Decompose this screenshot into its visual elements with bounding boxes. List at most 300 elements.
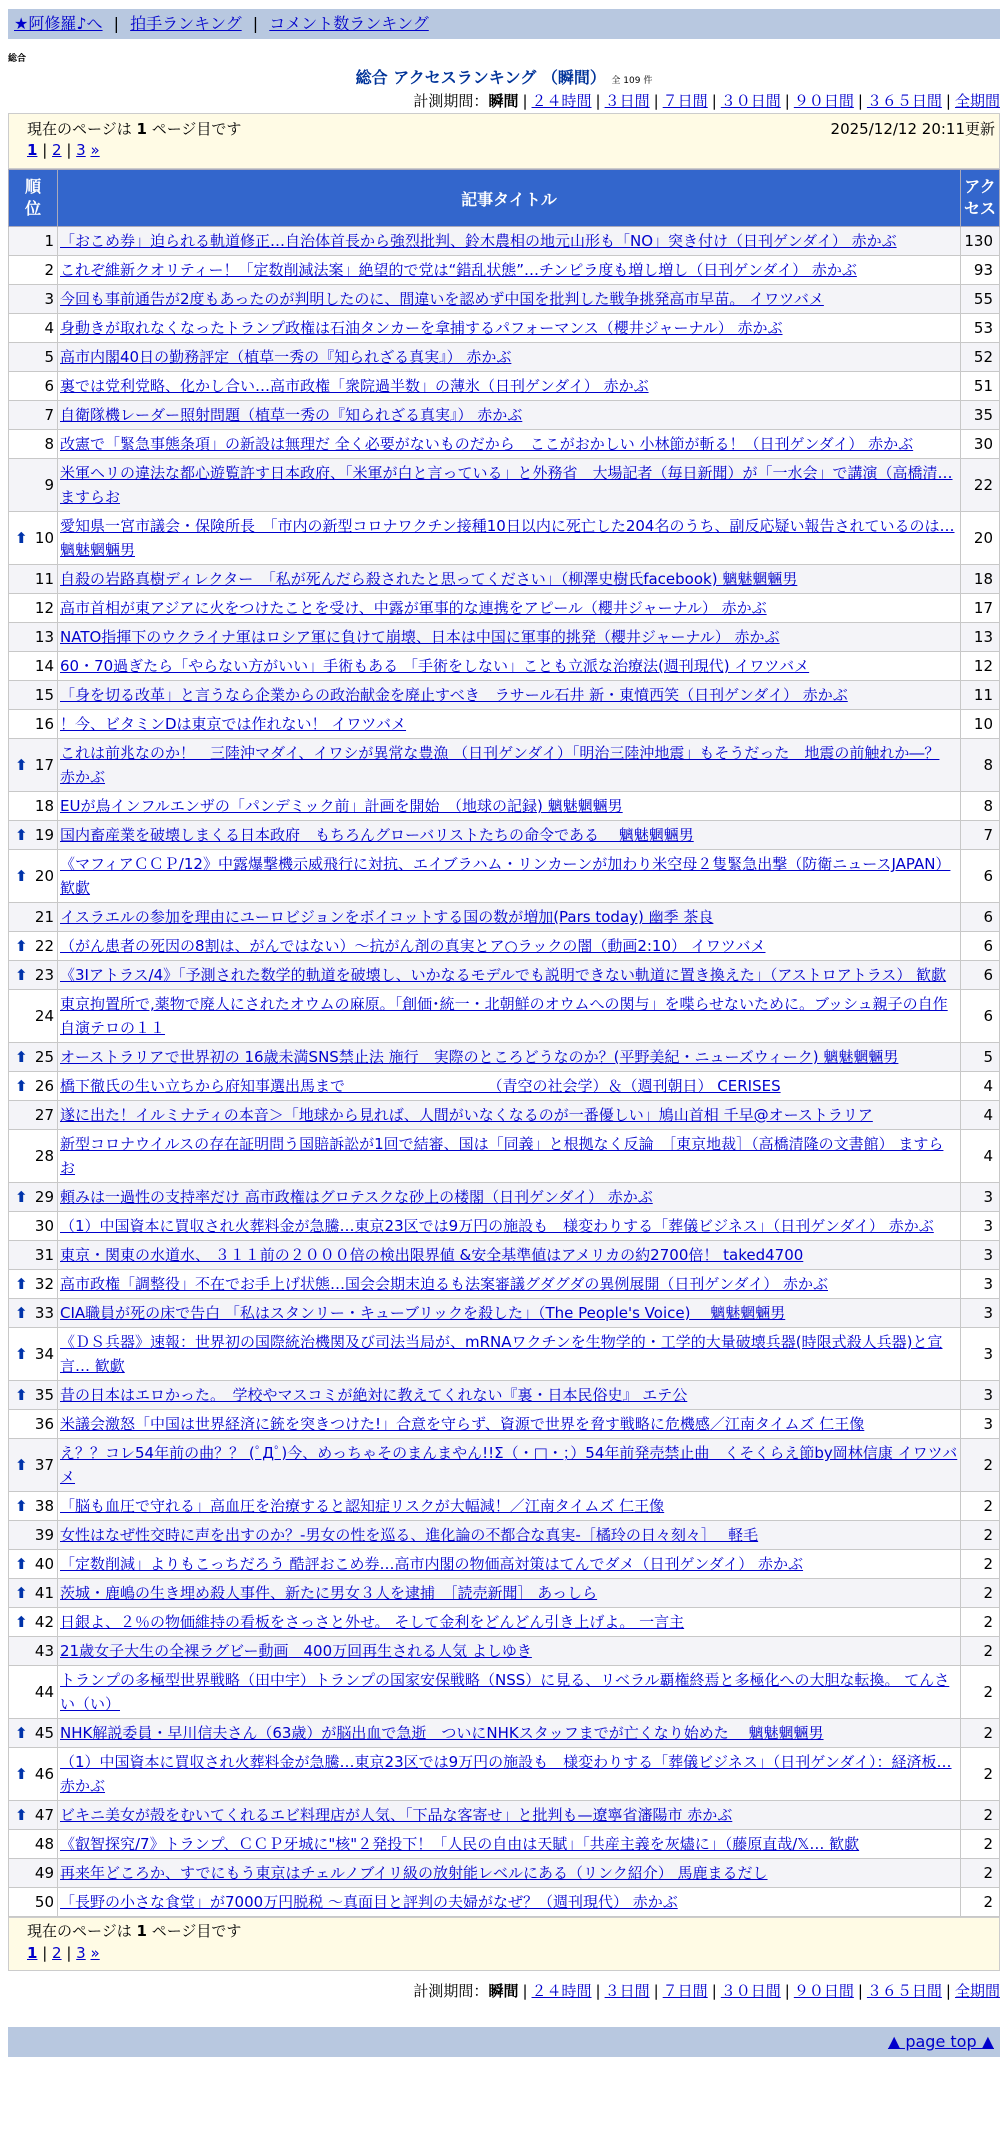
up-arrow-icon: ⬆	[15, 867, 28, 885]
period-separator: |	[857, 1982, 863, 2000]
article-link[interactable]: 高市首相が東アジアに火をつけたことを受け、中露が軍事的な連携をアピール（櫻井ジャーナル） 赤かぶ	[60, 599, 767, 617]
rank-cell	[9, 1241, 58, 1270]
rank-number: 7	[44, 406, 54, 424]
access-count: 17	[961, 594, 1000, 623]
period-link-2[interactable]: ７日間	[662, 1982, 708, 2000]
access-count: 11	[961, 681, 1000, 710]
rank-cell	[9, 652, 58, 681]
ranking-title: 総合 アクセスランキング （瞬間）	[355, 68, 606, 87]
up-arrow-icon: ⬆	[15, 1497, 28, 1515]
page-link-»[interactable]: »	[90, 141, 100, 159]
table-row	[9, 990, 1000, 1043]
access-count: 5	[961, 1043, 1000, 1072]
title-cell	[58, 512, 961, 565]
rank-cell	[9, 1521, 58, 1550]
table-row	[9, 1043, 1000, 1072]
rank-cell	[9, 1101, 58, 1130]
pagination-bottom	[27, 1942, 981, 1964]
rank-cell	[9, 1270, 58, 1299]
rank-number: 15	[34, 686, 54, 704]
title-cell	[58, 565, 961, 594]
article-link[interactable]: 《マフィアＣＣＰ/12》中露爆撃機示威飛行に対抗、エイブラハム・リンカーンが加わり米空母２隻緊急出撃（防衛ニュースJAPAN） 歓歔	[60, 855, 951, 897]
table-row	[9, 1521, 1000, 1550]
article-link[interactable]: 米議会激怒「中国は世界経済に銃を突きつけた!」合意を守らず、資源で世界を脅す戦略に危機感／江南タイムズ 仁王像	[60, 1415, 865, 1433]
access-count: 3	[961, 1241, 1000, 1270]
rank-number: 45	[34, 1724, 54, 1742]
table-row	[9, 430, 1000, 459]
page-link-1[interactable]: 1	[27, 141, 38, 159]
period-separator: |	[784, 1982, 790, 2000]
title-cell	[58, 1719, 961, 1748]
access-count: 4	[961, 1130, 1000, 1183]
table-row	[9, 1748, 1000, 1801]
article-link[interactable]: これぞ維新クオリティー！「定数削減法案」絶望的で党は“錯乱状態”…チンピラ度も増し増し（日刊ゲンダイ） 赤かぶ	[60, 261, 857, 279]
page-info-pre: 現在のページは	[27, 120, 132, 138]
rank-number: 42	[34, 1613, 54, 1631]
rank-cell	[9, 1299, 58, 1328]
rank-number: 19	[34, 826, 54, 844]
table-row	[9, 1439, 1000, 1492]
rank-cell	[9, 1183, 58, 1212]
up-arrow-icon: ⬆	[15, 1724, 28, 1742]
rank-cell	[9, 792, 58, 821]
page-link-3[interactable]: 3	[76, 1944, 86, 1962]
rank-cell	[9, 1439, 58, 1492]
period-separator: |	[711, 92, 717, 110]
title-cell	[58, 1410, 961, 1439]
article-link[interactable]: 《3Iアトラス/4》「予測された数学的軌道を破壊し、いかなるモデルでも説明できない軌道に置き換えた」（アストロアトラス） 歓歔	[60, 966, 947, 984]
table-row	[9, 314, 1000, 343]
article-link[interactable]: 日銀よ、２％の物価維持の看板をさっさと外せ。 そして金利をどんどん引き上げよ。 一言主	[60, 1613, 685, 1631]
article-link[interactable]: 自殺の岩路真樹ディレクター 「私が死んだら殺されたと思ってください」（柳澤史樹氏facebook) 魑魅魍魎男	[60, 570, 798, 588]
article-link[interactable]: 今回も事前通告が2度もあったのが判明したのに、間違いを認めず中国を批判した戦争挑発高市早苗。 イワツバメ	[60, 290, 824, 308]
rank-number: 36	[34, 1415, 54, 1433]
rank-number: 49	[34, 1864, 54, 1882]
title-cell	[58, 1101, 961, 1130]
up-arrow-icon: ⬆	[15, 1584, 28, 1602]
title-cell	[58, 227, 961, 256]
rank-cell	[9, 681, 58, 710]
page-link-»[interactable]: »	[90, 1944, 100, 1962]
period-separator: |	[595, 1982, 601, 2000]
rank-cell	[9, 285, 58, 314]
table-row	[9, 594, 1000, 623]
period-link-1[interactable]: ３日間	[604, 92, 650, 110]
title-cell	[58, 430, 961, 459]
article-link[interactable]: 自衛隊機レーダー照射問題（植草一秀の『知られざる真実』） 赤かぶ	[60, 406, 523, 424]
article-link[interactable]: 「定数削減」よりもこっちだろう 酷評おこめ券…高市内閣の物価高対策はてんでダメ（日刊ゲンダイ） 赤かぶ	[60, 1555, 804, 1573]
period-link-0[interactable]: ２４時間	[531, 1982, 592, 2000]
rank-number: 27	[34, 1106, 54, 1124]
rank-cell	[9, 961, 58, 990]
table-row	[9, 285, 1000, 314]
access-count: 7	[961, 821, 1000, 850]
period-separator: |	[711, 1982, 717, 2000]
table-row	[9, 652, 1000, 681]
up-arrow-icon: ⬆	[15, 966, 28, 984]
access-count: 2	[961, 1666, 1000, 1719]
title-cell	[58, 1830, 961, 1859]
table-row	[9, 512, 1000, 565]
title-cell	[58, 314, 961, 343]
title-cell	[58, 1666, 961, 1719]
access-count: 2	[961, 1859, 1000, 1888]
rank-cell	[9, 1608, 58, 1637]
article-link[interactable]: 「長野の小さな食堂」が7000万円脱税 〜真面目と評判の夫婦がなぜ？（週刊現代） 赤かぶ	[60, 1893, 678, 1911]
title-cell	[58, 1072, 961, 1101]
article-link[interactable]: イスラエルの参加を理由にユーロビジョンをボイコットする国の数が増加(Pars today) 幽季 茶良	[60, 908, 714, 926]
article-link[interactable]: 高市内閣40日の勤務評定（植草一秀の『知られざる真実』） 赤かぶ	[60, 348, 512, 366]
table-row	[9, 459, 1000, 512]
title-cell	[58, 343, 961, 372]
article-link[interactable]: 茨城・鹿嶋の生き埋め殺人事件、新たに男女３人を逮捕 ［読売新聞］ あっしら	[60, 1584, 598, 1602]
title-cell	[58, 1637, 961, 1666]
title-cell	[58, 792, 961, 821]
updated-timestamp: 2025/12/12 20:11更新	[830, 120, 995, 138]
period-current: 瞬間	[488, 1982, 519, 2000]
table-row	[9, 1719, 1000, 1748]
rank-cell	[9, 1410, 58, 1439]
article-link[interactable]: （1）中国資本に買収され火葬料金が急騰…東京23区では9万円の施設も 様変わりする「葬儀ビジネス」（日刊ゲンダイ） 赤かぶ	[60, 1217, 934, 1235]
table-row	[9, 1410, 1000, 1439]
period-selector-top	[0, 89, 1008, 113]
article-link[interactable]: 女性はなぜ性交時に声を出すのか？-男女の性を巡る、進化論の不都合な真実-［橘玲の日々刻々］ 軽毛	[60, 1526, 759, 1544]
rank-cell	[9, 1212, 58, 1241]
page-info-num: 1	[136, 120, 147, 138]
title-cell	[58, 256, 961, 285]
article-link[interactable]: 身動きが取れなくなったトランプ政権は石油タンカーを拿捕するパフォーマンス（櫻井ジャーナル） 赤かぶ	[60, 319, 783, 337]
pagination-top	[27, 141, 981, 159]
table-row	[9, 1101, 1000, 1130]
rank-number: 1	[44, 232, 54, 250]
up-arrow-icon: ⬆	[15, 1077, 28, 1095]
table-row	[9, 1241, 1000, 1270]
title-cell	[58, 1270, 961, 1299]
access-count: 2	[961, 1888, 1000, 1917]
up-arrow-icon: ⬆	[15, 1555, 28, 1573]
table-row	[9, 710, 1000, 739]
title-cell	[58, 652, 961, 681]
rank-number: 4	[44, 319, 54, 337]
article-link[interactable]: NHK解説委員・早川信夫さん（63歳）が脳出血で急逝 ついにNHKスタッフまでが亡くなり始めた 魑魅魍魎男	[60, 1724, 824, 1742]
access-count: 3	[961, 1328, 1000, 1381]
access-count: 18	[961, 565, 1000, 594]
article-link[interactable]: NATO指揮下のウクライナ軍はロシア軍に負けて崩壊、日本は中国に軍事的挑発（櫻井ジャーナル） 赤かぶ	[60, 628, 780, 646]
page-link-3[interactable]: 3	[76, 141, 86, 159]
table-row	[9, 1579, 1000, 1608]
rank-cell	[9, 1381, 58, 1410]
period-current: 瞬間	[488, 92, 519, 110]
rank-number: 48	[34, 1835, 54, 1853]
title-cell	[58, 623, 961, 652]
page-link-1[interactable]: 1	[27, 1944, 38, 1962]
page-separator: |	[37, 1944, 53, 1962]
rank-number: 20	[34, 867, 54, 885]
rank-number: 38	[34, 1497, 54, 1515]
article-link[interactable]: 米軍ヘリの違法な都心遊覧許す日本政府、「米軍が白と言っている」と外務省 大場記者（毎日新聞）が「一水会」で講演（高橋清… ますらお	[60, 464, 953, 506]
article-link[interactable]: これは前兆なのか！ 三陸沖マダイ、イワシが異常な豊漁 （日刊ゲンダイ）「明治三陸沖地震」もそうだった 地震の前触れか―？ 赤かぶ	[60, 744, 940, 786]
article-link[interactable]: ！今、ビタミンDは東京では作れない！ イワツバメ	[60, 715, 407, 733]
rank-number: 44	[34, 1683, 54, 1701]
title-cell	[58, 1241, 961, 1270]
article-link[interactable]: 遂に出た！イルミナティの本音＞「地球から見れば、人間がいなくなるのが一番優しい」鳩山首相 千早@オーストラリア	[60, 1106, 873, 1124]
access-count: 2	[961, 1521, 1000, 1550]
rank-number: 40	[34, 1555, 54, 1573]
table-row	[9, 932, 1000, 961]
rank-cell	[9, 1888, 58, 1917]
table-row	[9, 1183, 1000, 1212]
period-selector-bottom	[0, 1979, 1008, 2003]
title-cell	[58, 1439, 961, 1492]
article-link[interactable]: 《叡智探究/7》トランプ、ＣＣＰ牙城に"核"２発投下！「人民の自由は天賦」「共産主義を灰燼に」（藤原直哉/𝕏… 歓歔	[60, 1835, 860, 1853]
rank-number: 29	[34, 1188, 54, 1206]
period-link-6[interactable]: 全期間	[954, 92, 1000, 110]
rank-cell	[9, 372, 58, 401]
rank-number: 12	[34, 599, 54, 617]
table-row	[9, 227, 1000, 256]
rank-number: 41	[34, 1584, 54, 1602]
ranking-table	[8, 169, 1000, 1917]
rank-cell	[9, 990, 58, 1043]
page-separator: |	[61, 1944, 77, 1962]
rank-cell	[9, 1043, 58, 1072]
bottom-bar	[8, 2027, 1000, 2057]
table-row	[9, 1830, 1000, 1859]
rank-number: 22	[34, 937, 54, 955]
article-link[interactable]: 昔の日本はエロかった。 学校やマスコミが絶対に教えてくれない『裏・日本民俗史』 エテ公	[60, 1386, 688, 1404]
access-count: 55	[961, 285, 1000, 314]
rank-cell	[9, 1859, 58, 1888]
title-cell	[58, 1328, 961, 1381]
clap-ranking-link[interactable]: 拍手ランキング	[130, 14, 242, 33]
access-count: 2	[961, 1719, 1000, 1748]
item-count: 全 109 件	[611, 76, 653, 86]
access-count: 8	[961, 739, 1000, 792]
rank-cell	[9, 594, 58, 623]
article-link[interactable]: ビキニ美女が殻をむいてくれるエビ料理店が人気、「下品な客寄せ」と批判も—遼寧省瀋陽市 赤かぶ	[60, 1806, 733, 1824]
article-link[interactable]: 東京・関東の水道水、 ３１１前の２０００倍の検出限界値 &安全基準値はアメリカの約2700倍！ taked4700	[60, 1246, 804, 1264]
period-separator: |	[945, 1982, 951, 2000]
period-link-0[interactable]: ２４時間	[531, 92, 592, 110]
period-link-3[interactable]: ３０日間	[720, 92, 781, 110]
access-count: 10	[961, 710, 1000, 739]
up-arrow-icon: ⬆	[15, 529, 28, 547]
access-count: 2	[961, 1637, 1000, 1666]
table-row	[9, 1072, 1000, 1101]
article-link[interactable]: （1）中国資本に買収され火葬料金が急騰…東京23区では9万円の施設も 様変わりする「葬儀ビジネス」（日刊ゲンダイ）：経済板… 赤かぶ	[60, 1753, 952, 1795]
article-link[interactable]: オーストラリアで世界初の 16歳未満SNS禁止法 施行 実際のところどうなのか？(平野美紀・ニューズウィーク) 魑魅魍魎男	[60, 1048, 899, 1066]
article-link[interactable]: （がん患者の死因の8割は、がんではない）～抗がん剤の真実とア○ラックの闇（動画2:10） イワツバメ	[60, 937, 766, 955]
table-row	[9, 681, 1000, 710]
page-top-link[interactable]: ▲ page top ▲	[887, 2032, 994, 2051]
title-cell	[58, 1801, 961, 1830]
title-cell	[58, 990, 961, 1043]
article-link[interactable]: 東京拘置所で,薬物で廃人にされたオウムの麻原。「創価･統一・北朝鮮のオウムへの関与」を喋らせないために。ブッシュ親子の自作自演テロの１１	[60, 995, 948, 1037]
rank-cell	[9, 227, 58, 256]
title-cell	[58, 932, 961, 961]
article-link[interactable]: 裏では党利党略、化かし合い…高市政権「衆院過半数」の薄氷（日刊ゲンダイ） 赤かぶ	[60, 377, 649, 395]
period-link-3[interactable]: ３０日間	[720, 1982, 781, 2000]
table-row	[9, 961, 1000, 990]
header-access: アク セス	[961, 170, 1000, 227]
article-link[interactable]: 新型コロナウイルスの存在証明問う国賠訴訟が1回で結審、国は「同義」と根拠なく反論 ［東京地裁］（高橋清隆の文書館） ますらお	[60, 1135, 944, 1177]
rank-number: 5	[44, 348, 54, 366]
table-row	[9, 1608, 1000, 1637]
page-separator: |	[61, 141, 77, 159]
period-separator: |	[784, 92, 790, 110]
article-link[interactable]: 21歳女子大生の全裸ラグビー動画 400万回再生される人気 よしゆき	[60, 1642, 532, 1660]
table-row	[9, 903, 1000, 932]
rank-cell	[9, 821, 58, 850]
title-cell	[58, 821, 961, 850]
rank-number: 23	[34, 966, 54, 984]
title-cell	[58, 285, 961, 314]
article-link[interactable]: 「脳も血圧で守れる」高血圧を治療すると認知症リスクが大幅減！／江南タイムズ 仁王像	[60, 1497, 665, 1515]
access-count: 93	[961, 256, 1000, 285]
title-cell	[58, 850, 961, 903]
article-link[interactable]: 《ＤＳ兵器》速報：世界初の国際統治機関及び司法当局が、mRNAワクチンを生物学的・工学的大量破壊兵器(時限式殺人兵器)と宣言… 歓歔	[60, 1333, 943, 1375]
rank-number: 9	[44, 476, 54, 494]
table-row	[9, 739, 1000, 792]
title-cell	[58, 1521, 961, 1550]
rank-cell	[9, 1666, 58, 1719]
access-count: 2	[961, 1579, 1000, 1608]
article-link[interactable]: 再来年どころか、すでにもう東京はチェルノブイリ級の放射能レベルにある（リンク紹介） 馬鹿まるだし	[60, 1864, 768, 1882]
rank-number: 26	[34, 1077, 54, 1095]
up-arrow-icon: ⬆	[15, 1345, 28, 1363]
article-link[interactable]: 橋下徹氏の生い立ちから府知事選出馬まで （青空の社会学）＆（週刊朝日） CERISES	[60, 1077, 781, 1095]
rank-cell	[9, 739, 58, 792]
rank-cell	[9, 459, 58, 512]
article-link[interactable]: 頼みは一過性の支持率だけ 高市政権はグロテスクな砂上の楼閣（日刊ゲンダイ） 赤かぶ	[60, 1188, 653, 1206]
page-info-bottom	[8, 1917, 1000, 1971]
table-row	[9, 1888, 1000, 1917]
rank-cell	[9, 1637, 58, 1666]
page-link-2[interactable]: 2	[52, 141, 62, 159]
up-arrow-icon: ⬆	[15, 1275, 28, 1293]
rank-cell	[9, 256, 58, 285]
article-link[interactable]: 高市政権「調整役」不在でお手上げ状態…国会会期末迫るも法案審議グダグダの異例展開（日刊ゲンダイ） 赤かぶ	[60, 1275, 828, 1293]
home-link[interactable]: ★阿修羅♪へ	[14, 14, 103, 33]
rank-cell	[9, 1830, 58, 1859]
table-row	[9, 1299, 1000, 1328]
rank-cell	[9, 903, 58, 932]
access-count: 3	[961, 1381, 1000, 1410]
title-cell	[58, 1212, 961, 1241]
nav-separator: |	[252, 14, 259, 33]
title-cell	[58, 1043, 961, 1072]
up-arrow-icon: ⬆	[15, 1048, 28, 1066]
access-count: 3	[961, 1212, 1000, 1241]
up-arrow-icon: ⬆	[15, 1806, 28, 1824]
page-info-top	[8, 113, 1000, 169]
article-link[interactable]: え？？コレ54年前の曲？？ (ﾟДﾟ)今、めっちゃそのまんまやん!!Σ（・□・；）54年前発売禁止曲 くそくらえ節by岡林信康 イワツバメ	[60, 1444, 958, 1486]
access-count: 20	[961, 512, 1000, 565]
title-cell	[58, 1579, 961, 1608]
title-cell	[58, 1608, 961, 1637]
title-cell	[58, 681, 961, 710]
rank-number: 8	[44, 435, 54, 453]
access-count: 3	[961, 1183, 1000, 1212]
rank-number: 43	[34, 1642, 54, 1660]
rank-cell	[9, 1550, 58, 1579]
access-count: 22	[961, 459, 1000, 512]
period-link-5[interactable]: ３６５日間	[866, 92, 942, 110]
title-cell	[58, 1299, 961, 1328]
access-count: 3	[961, 1299, 1000, 1328]
period-link-4[interactable]: ９０日間	[793, 1982, 854, 2000]
access-count: 6	[961, 903, 1000, 932]
article-link[interactable]: CIA職員が死の床で告白 「私はスタンリー・キューブリックを殺した」（The People's Voice) 魑魅魍魎男	[60, 1304, 786, 1322]
rank-cell	[9, 1579, 58, 1608]
rank-cell	[9, 565, 58, 594]
up-arrow-icon: ⬆	[15, 756, 28, 774]
up-arrow-icon: ⬆	[15, 1304, 28, 1322]
rank-number: 50	[34, 1893, 54, 1911]
page-link-2[interactable]: 2	[52, 1944, 62, 1962]
period-separator: |	[857, 92, 863, 110]
period-link-5[interactable]: ３６５日間	[866, 1982, 942, 2000]
access-count: 2	[961, 1439, 1000, 1492]
article-link[interactable]: 60・70過ぎたら「やらない方がいい」手術もある 「手術をしない」ことも立派な治療法(週刊現代) イワツバメ	[60, 657, 810, 675]
table-row	[9, 343, 1000, 372]
period-separator: |	[595, 92, 601, 110]
article-link[interactable]: トランプの多極型世界戦略（田中宇）トランプの国家安保戦略（NSS）に見る、リベラル覇権終焉と多極化への大胆な転換。 てんさい（い）	[60, 1671, 950, 1713]
header-rank: 順 位	[9, 170, 58, 227]
title-cell	[58, 903, 961, 932]
title-cell	[58, 961, 961, 990]
article-link[interactable]: EUが鳥インフルエンザの「パンデミック前」計画を開始 （地球の記録) 魑魅魍魎男	[60, 797, 623, 815]
access-count: 4	[961, 1101, 1000, 1130]
nav-separator: |	[113, 14, 120, 33]
table-row	[9, 792, 1000, 821]
comment-ranking-link[interactable]: コメント数ランキング	[269, 14, 429, 33]
title-cell	[58, 1130, 961, 1183]
access-count: 6	[961, 990, 1000, 1043]
access-count: 6	[961, 850, 1000, 903]
access-count: 2	[961, 1608, 1000, 1637]
access-count: 4	[961, 1072, 1000, 1101]
table-row	[9, 1492, 1000, 1521]
article-link[interactable]: 「おこめ券」迫られる軌道修正…自治体首長から強烈批判、鈴木農相の地元山形も「NO」突き付け（日刊ゲンダイ） 赤かぶ	[60, 232, 897, 250]
period-separator: |	[945, 92, 951, 110]
table-row	[9, 401, 1000, 430]
rank-cell	[9, 623, 58, 652]
article-link[interactable]: 「身を切る改革」と言うなら企業からの政治献金を廃止すべき ラサール石井 新・東憤西笑（日刊ゲンダイ） 赤かぶ	[60, 686, 848, 704]
article-link[interactable]: 愛知県一宮市議会・保険所長 「市内の新型コロナワクチン接種10日以内に死亡した204名のうち、副反応疑い報告されているのは… 魑魅魍魎男	[60, 517, 955, 559]
table-row	[9, 372, 1000, 401]
period-link-2[interactable]: ７日間	[662, 92, 708, 110]
period-link-6[interactable]: 全期間	[954, 1982, 1000, 2000]
rank-cell	[9, 1072, 58, 1101]
rank-number: 14	[34, 657, 54, 675]
rank-number: 17	[34, 756, 54, 774]
table-row	[9, 1130, 1000, 1183]
table-row	[9, 1666, 1000, 1719]
article-link[interactable]: 国内畜産業を破壊しまくる日本政府 もちろんグローバリストたちの命令である 魑魅魍魎男	[60, 826, 694, 844]
title-cell	[58, 1859, 961, 1888]
article-link[interactable]: 改憲で「緊急事態条項」の新設は無理だ 全く必要がないものだから ここがおかしい 小林節が斬る！（日刊ゲンダイ） 赤かぶ	[60, 435, 914, 453]
period-separator: |	[653, 92, 659, 110]
rank-number: 3	[44, 290, 54, 308]
access-count: 6	[961, 932, 1000, 961]
access-count: 2	[961, 1550, 1000, 1579]
period-link-1[interactable]: ３日間	[604, 1982, 650, 2000]
period-label: 計測期間：	[413, 92, 489, 110]
period-link-4[interactable]: ９０日間	[793, 92, 854, 110]
rank-number: 10	[34, 529, 54, 547]
rank-number: 39	[34, 1526, 54, 1544]
